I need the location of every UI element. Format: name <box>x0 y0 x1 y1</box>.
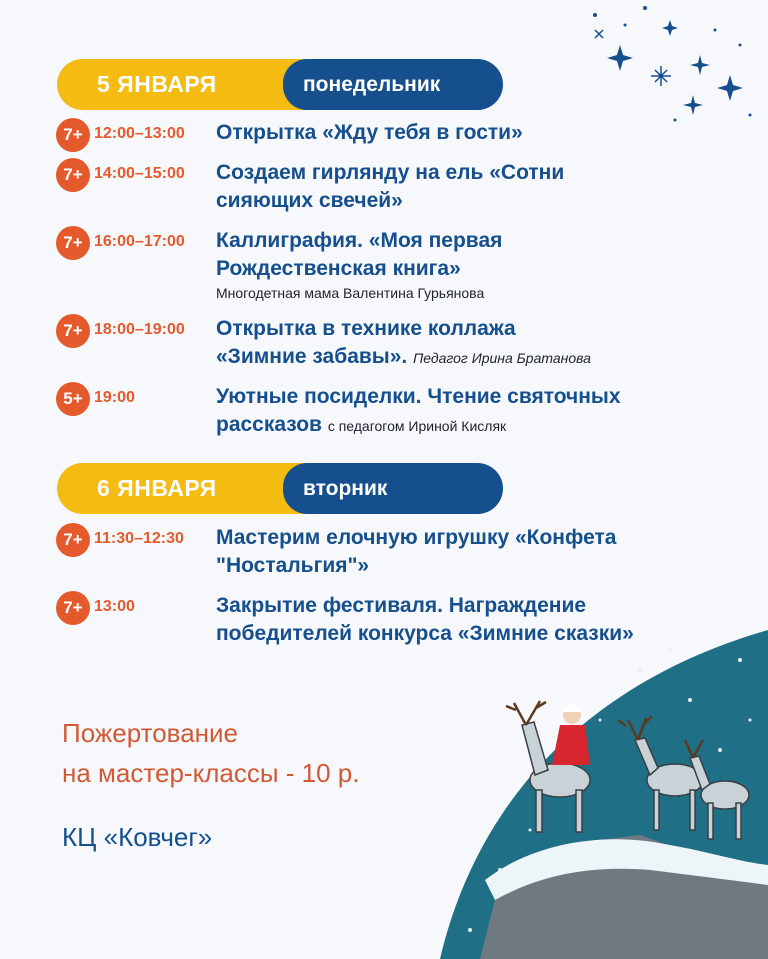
event-title: Закрытие фестиваля. Награждение победителей конкурса «Зимние сказки» <box>216 594 634 645</box>
event-host: с педагогом Ириной Кисляк <box>327 418 507 434</box>
event-title-text: Открытка в технике коллажа «Зимние забавы». <box>216 317 516 368</box>
day-header-1 <box>57 59 503 110</box>
age-badge: 7+ <box>56 118 90 152</box>
age-badge: 7+ <box>56 523 90 557</box>
event-title <box>216 383 676 440</box>
event-time: 14:00–15:00 <box>94 165 185 182</box>
star-icon <box>607 45 633 71</box>
event-title: Открытка «Жду тебя в гости» <box>216 121 523 144</box>
sparkle-icon <box>651 66 671 86</box>
stars-decoration <box>565 0 768 130</box>
age-badge: 5+ <box>56 382 90 416</box>
event-host: Многодетная мама Валентина Гурьянова <box>216 285 485 301</box>
day-date: 5 ЯНВАРЯ <box>57 59 305 110</box>
day-header-2 <box>57 463 503 514</box>
donation-line-1: Пожертование <box>62 718 238 748</box>
day-weekday: понедельник <box>283 59 503 110</box>
event-time: 11:30–12:30 <box>94 530 184 547</box>
star-icon <box>662 20 678 36</box>
event-host: Педагог Ирина Братанова <box>413 350 591 366</box>
event-time: 18:00–19:00 <box>94 321 185 338</box>
event-time: 16:00–17:00 <box>94 233 185 250</box>
venue-name: КЦ «Ковчег» <box>62 822 213 852</box>
star-icon <box>690 55 710 75</box>
age-badge: 7+ <box>56 314 90 348</box>
age-badge: 7+ <box>56 158 90 192</box>
day-date: 6 ЯНВАРЯ <box>57 463 305 514</box>
event-time: 12:00–13:00 <box>94 125 185 142</box>
event-title-text: Каллиграфия. «Моя первая Рождественская книга» <box>216 229 503 280</box>
event-title-text: Уютные посиделки. Чтение святочных рассказов <box>216 385 621 436</box>
event-title <box>216 227 576 303</box>
reindeer-illustration <box>440 630 768 959</box>
age-badge: 7+ <box>56 591 90 625</box>
star-icon <box>683 95 703 115</box>
event-title: Создаем гирлянду на ель «Сотни сияющих свечей» <box>216 161 565 212</box>
event-time: 13:00 <box>94 598 135 615</box>
donation-line-2: на мастер-классы - 10 р. <box>62 758 360 788</box>
day-weekday: вторник <box>283 463 503 514</box>
event-title: Мастерим елочную игрушку «Конфета "Ностальгия"» <box>216 526 617 577</box>
event-title <box>216 315 596 372</box>
event-time: 19:00 <box>94 389 135 406</box>
star-icon <box>717 75 743 101</box>
age-badge: 7+ <box>56 226 90 260</box>
donation-info <box>62 713 360 793</box>
